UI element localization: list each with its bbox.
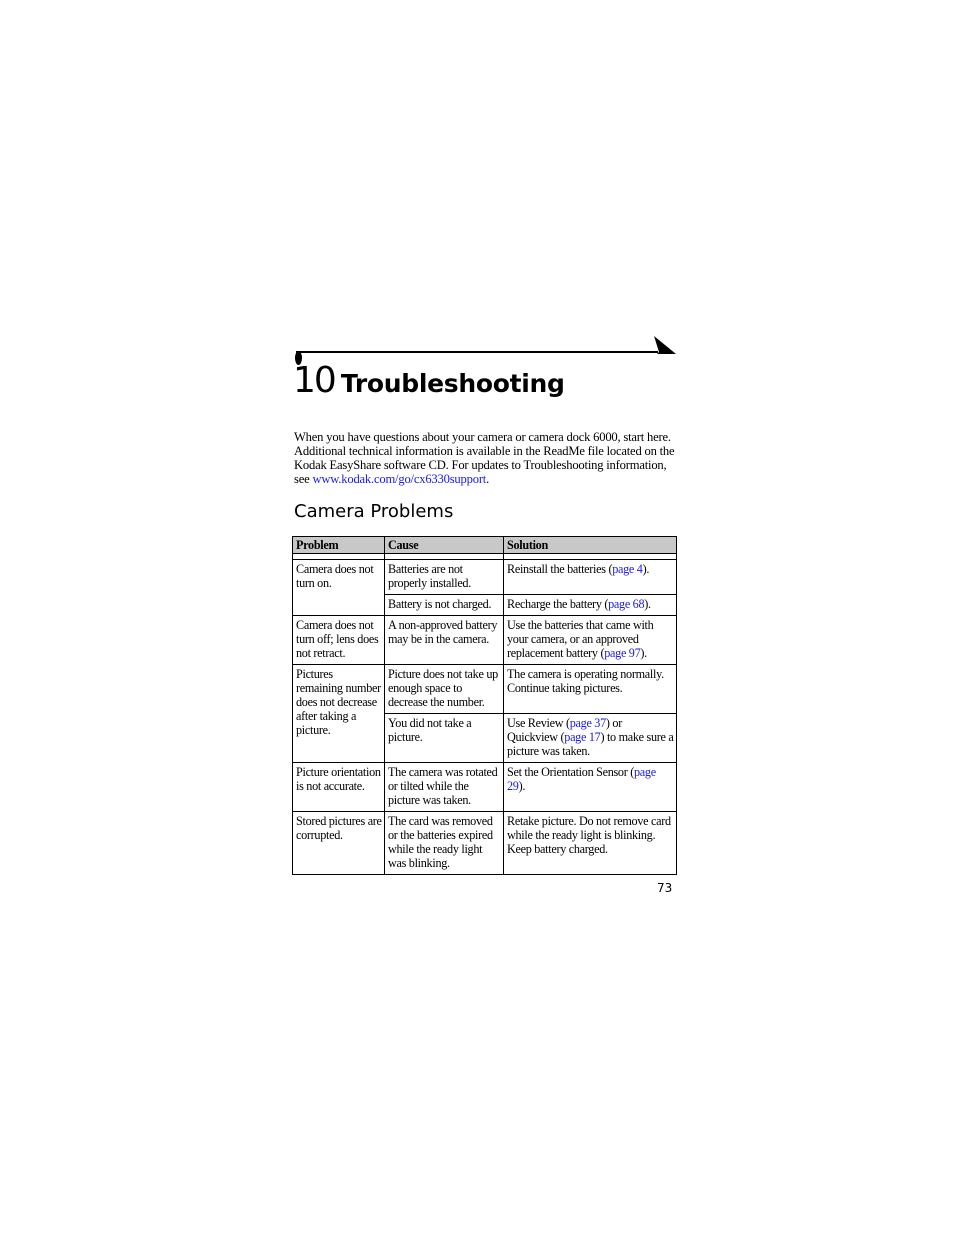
problem-cell: Camera does not turn off; lens does not retract. — [293, 616, 385, 665]
solution-text: ). — [642, 562, 650, 576]
problem-cell: Stored pictures are corrupted. — [293, 812, 385, 875]
cause-cell: A non-approved battery may be in the camera. — [385, 616, 504, 665]
cause-cell: The card was removed or the batteries expired while the ready light was blinking. — [385, 812, 504, 875]
table-row — [293, 560, 677, 595]
chapter-number: 10 — [293, 360, 335, 401]
solution-text: Recharge the battery ( — [507, 597, 609, 611]
cause-cell: You did not take a picture. — [385, 714, 504, 763]
page-link[interactable]: page 97 — [604, 646, 641, 660]
cause-cell: Batteries are not properly installed. — [385, 560, 504, 595]
cause-cell: The camera was rotated or tilted while the picture was taken. — [385, 763, 504, 812]
header-problem: Problem — [293, 537, 385, 554]
chapter-title: Troubleshooting — [340, 369, 565, 398]
page-link[interactable]: page 4 — [612, 562, 643, 576]
table-row — [293, 763, 677, 812]
problem-cell: Pictures remaining number does not decrease after taking a picture. — [293, 665, 385, 763]
cause-cell: Battery is not charged. — [385, 595, 504, 616]
header-cause: Cause — [385, 537, 504, 554]
page-link[interactable]: page 37 — [569, 716, 606, 730]
camera-problems-table — [292, 536, 677, 875]
solution-text: Use Review ( — [507, 716, 570, 730]
cause-cell: Picture does not take up enough space to decrease the number. — [385, 665, 504, 714]
page-link[interactable]: page 68 — [608, 597, 645, 611]
solution-cell — [504, 714, 677, 763]
solution-cell — [504, 560, 677, 595]
intro-paragraph — [294, 430, 684, 486]
support-link[interactable]: www.kodak.com/go/cx6330support — [312, 472, 487, 486]
problem-cell: Picture orientation is not accurate. — [293, 763, 385, 812]
solution-cell — [504, 595, 677, 616]
page-link[interactable]: page 29 — [507, 765, 656, 793]
solution-text: ). — [640, 646, 647, 660]
solution-cell — [504, 763, 677, 812]
intro-end: . — [486, 472, 490, 486]
solution-text: ). — [644, 597, 651, 611]
solution-cell: The camera is operating normally. Continue taking pictures. — [504, 665, 677, 714]
page-link[interactable]: page 17 — [564, 730, 601, 744]
table-row — [293, 616, 677, 665]
solution-text: ) or Quickview ( — [507, 716, 622, 744]
solution-text: ) to make sure a picture was taken. — [507, 730, 674, 758]
problem-cell: Camera does not turn on. — [293, 560, 385, 616]
header-solution: Solution — [504, 537, 677, 554]
page-number: 73 — [657, 881, 673, 895]
chapter-rule-arrow-icon — [654, 336, 676, 356]
solution-text: Set the Orientation Sensor ( — [507, 765, 634, 779]
solution-cell — [504, 616, 677, 665]
table-header-row — [293, 537, 677, 554]
solution-cell: Retake picture. Do not remove card while the ready light is blinking. Keep battery charged. — [504, 812, 677, 875]
table-row — [293, 812, 677, 875]
intro-text: When you have questions about your camera or camera dock 6000, start here. Additional technical information is available in the ReadMe file located on the Kodak EasyShare software CD. For updates to Troubleshooting information, see — [294, 430, 675, 486]
section-heading: Camera Problems — [294, 501, 454, 522]
solution-text: Reinstall the batteries ( — [507, 562, 613, 576]
table-row — [293, 665, 677, 714]
solution-text: Use the batteries that came with your camera, or an approved replacement battery ( — [507, 618, 654, 660]
chapter-rule — [296, 351, 658, 353]
chapter-heading — [293, 361, 565, 404]
solution-text: ). — [518, 779, 526, 793]
